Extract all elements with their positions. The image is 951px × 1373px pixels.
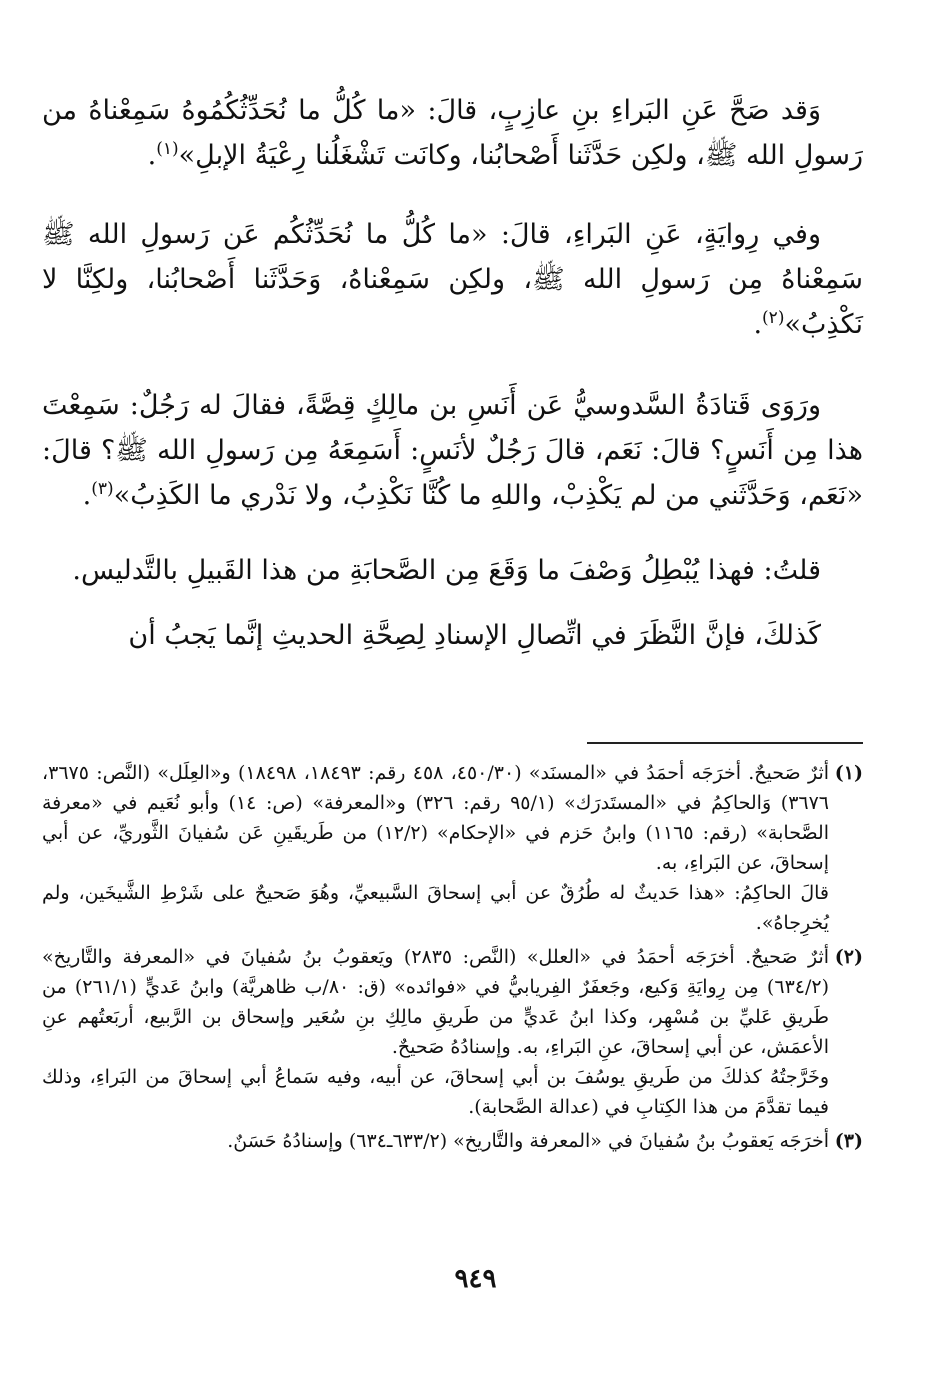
footnote-note: قالَ الحاكِمُ: «هذا حَديثٌ له طُرُقٌ عن أبي إسحاقَ السَّبيعيِّ، وهُوَ صَحيحٌ على شَرْطِ الشَّيخَين، ولم يُخرِجاهُ».: [42, 882, 829, 934]
paragraph-2-end: .: [753, 309, 763, 340]
footnote-2: [42, 942, 863, 1122]
footnote-text: أخرَجَه يَعقوبُ بنُ سُفيانَ في «المعرفة والتَّاريخ» (٦٣٣/٢ـ٦٣٤) وإسنادُهُ حَسَنٌ.: [227, 1130, 829, 1152]
paragraph-2-text: وفي رِوايَةٍ، عَنِ البَراءِ، قالَ: «ما كُلُّ ما نُحَدِّثُكُم عَن رَسولِ الله ﷺ سَمِعْناهُ مِن رَسولِ الله ﷺ، ولكِن سَمِعْناهُ، وَحَدَّثَنا أَصْحابُنا، ولكِنَّا لا نَكْذِبُ»: [42, 219, 863, 340]
footnote-1: [42, 758, 863, 938]
footnote-ref-3: (٣): [91, 479, 114, 499]
footnote-body: [42, 1126, 829, 1156]
footnote-note: وخَرَّجتُهُ كذلكَ من طَريقِ يوسُفَ بن أبي إسحاقَ، عن أبيه، وفيه سَماعُ أبي إسحاقَ من البَراءِ، وذلك فيما تقدَّمَ من هذا الكِتابِ في (عدالة الصَّحابة).: [42, 1066, 829, 1118]
footnotes: [42, 758, 863, 1160]
footnote-3: [42, 1126, 863, 1156]
paragraph-1-end: .: [147, 140, 157, 171]
footnote-number: (٣): [834, 1130, 863, 1152]
paragraph-3-text: ورَوَى قَتادَةُ السَّدوسيُّ عَن أَنَسِ بن مالِكٍ قِصَّةً، فقالَ له رَجُلٌ: سَمِعْتَ هذا مِن أَنَسٍ؟ قالَ: نَعَم، قالَ رَجُلٌ لأنَسٍ: أَسَمِعَهُ مِن رَسولِ الله ﷺ؟ قالَ: «نَعَم، وَحَدَّثَني من لم يَكْذِبْ، واللهِ ما كُنَّا نَكْذِبُ، ولا نَدْري ما الكَذِبُ»: [42, 390, 863, 511]
footnote-text: أثرٌ صَحيحٌ. أخرَجَه أحمَدُ في «المسنَد» (٤٥٠/٣٠، ٤٥٨ رقم: ١٨٤٩٣، ١٨٤٩٨) و«العِلَل» (النَّص: ٣٦٧٥، ٣٦٧٦) وَالحاكِمُ في «المستَدرَك» (٩٥/١ رقم: ٣٢٦) و«المعرفة» (ص: ١٤) وأبو نُعَيم في «معرفة الصَّحابة» (رقم: ١١٦٥) وابنُ حَزم في «الإحكام» (١٢/٢) من طَريقَينِ عَن سُفيانَ الثَّوريِّ، عن أبي إسحاقَ، عن البَراءِ، به.: [42, 762, 830, 874]
paragraph-5: كَذلكَ، فإنَّ النَّظَرَ في اتِّصالِ الإسنادِ لِصِحَّةِ الحديثِ إنَّما يَجبُ أن: [128, 620, 821, 651]
footnote-separator: [587, 742, 863, 744]
footnote-number: (١): [834, 762, 863, 784]
paragraph-1: [42, 88, 863, 178]
paragraph-4: قلتُ: فهذا يُبْطِلُ وَصْفَ ما وَقَعَ مِن الصَّحابَةِ من هذا القَبيلِ بالتَّدليس.: [72, 555, 821, 586]
paragraph-3-end: .: [82, 480, 92, 511]
page-number: ٩٤٩: [454, 1264, 497, 1294]
paragraph-3: [42, 383, 863, 518]
footnote-ref-2: (٢): [762, 308, 785, 328]
paragraph-2: [42, 212, 863, 347]
footnote-text: أثرٌ صَحيحٌ. أخرَجَه أحمَدُ في «العلل» (النَّص: ٢٨٣٥) ويَعقوبُ بنُ سُفيانَ في «المعرفة والتَّاريخ» (٦٣٤/٢) مِن رِوايَةِ وَكيع، وجَعفَرٌ الفِريابيُّ في «فوائده» (ق: ٨٠/ب ظاهريَّة) وابنُ عَديٍّ (٢٦١/١) من طَريقِ عَليِّ بن مُسْهِر، وكذا ابنُ عَديٍّ من طَريقِ مالِكِ بنِ سُعَير وإسحاق بن الرَّبيع، أربَعتُهم عنِ الأعمَش، عن أبي إسحاقَ، عنِ البَراءِ، به. وإسنادُهُ صَحيحٌ.: [42, 946, 830, 1058]
footnote-ref-1: (١): [156, 139, 179, 159]
footnote-body: [42, 758, 829, 938]
book-page: [42, 88, 863, 1373]
footnote-number: (٢): [834, 946, 863, 968]
footnote-body: [42, 942, 829, 1122]
paragraph-1-text: وَقد صَحَّ عَنِ البَراءِ بنِ عازِبٍ، قالَ: «ما كُلُّ ما نُحَدِّثُكُمُوهُ سَمِعْناهُ من رَسولِ الله ﷺ، ولكِن حَدَّثَنا أَصْحابُنا، وكانَت تَشْغَلُنا رِعْيَةُ الإبلِ»: [42, 95, 863, 171]
